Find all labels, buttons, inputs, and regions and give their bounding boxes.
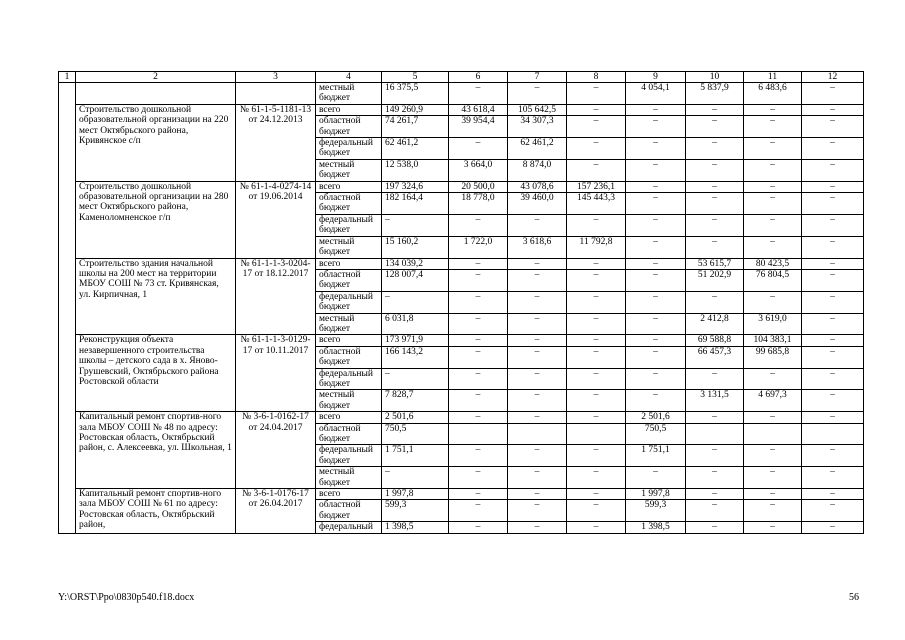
column-header: 1 <box>59 72 76 83</box>
table-row <box>59 335 864 346</box>
column-header: 4 <box>316 72 382 83</box>
value-cell: 1 997,8 <box>382 489 449 500</box>
value-cell: 750,5 <box>626 423 686 445</box>
value-cell: 80 423,5 <box>744 258 802 269</box>
budget-type: местный бюджет <box>316 83 382 105</box>
value-cell: 66 457,3 <box>686 346 744 368</box>
value-cell: 750,5 <box>382 423 449 445</box>
object-name: Реконструкция объекта незавершенного строительства школы – детского сада в х. Яново-Грушевский, Октябрьского района Ростовской области <box>76 335 236 412</box>
value-cell: – <box>567 159 626 181</box>
value-cell <box>686 423 744 445</box>
object-name: Строительство дошкольной образовательной организации на 280 мест Октябрьского района, Каменоломненское г/п <box>76 181 236 258</box>
value-cell: – <box>449 500 508 522</box>
value-cell: – <box>744 291 802 313</box>
object-name: Строительство здания начальной школы на 200 мест на территории МБОУ СОШ № 73 ст. Кривянская, ул. Кирпичная, 1 <box>76 258 236 335</box>
budget-type: местный бюджет <box>316 467 382 489</box>
value-cell: – <box>686 445 744 467</box>
value-cell: – <box>508 412 567 423</box>
value-cell: – <box>626 291 686 313</box>
empty-cell <box>76 83 236 105</box>
value-cell: – <box>686 522 744 533</box>
value-cell: – <box>567 489 626 500</box>
value-cell: – <box>802 489 864 500</box>
value-cell: – <box>508 83 567 105</box>
value-cell: – <box>802 181 864 192</box>
document-number: № 3-6-1-0162-17 от 24.04.2017 <box>236 412 316 489</box>
value-cell: – <box>802 138 864 160</box>
budget-type: федеральный бюджет <box>316 445 382 467</box>
document-number: № 61-1-1-3-0204-17 от 18.12.2017 <box>236 258 316 335</box>
value-cell: 128 007,4 <box>382 269 449 291</box>
value-cell: 34 307,3 <box>508 116 567 138</box>
value-cell: – <box>508 489 567 500</box>
value-cell: 51 202,9 <box>686 269 744 291</box>
value-cell: – <box>567 116 626 138</box>
value-cell: 62 461,2 <box>382 138 449 160</box>
column-header: 2 <box>76 72 236 83</box>
budget-type: местный бюджет <box>316 159 382 181</box>
value-cell: 134 039,2 <box>382 258 449 269</box>
value-cell: – <box>449 269 508 291</box>
value-cell: – <box>567 83 626 105</box>
value-cell: 7 828,7 <box>382 390 449 412</box>
value-cell: – <box>744 214 802 236</box>
value-cell: – <box>686 489 744 500</box>
value-cell: 599,3 <box>382 500 449 522</box>
value-cell: 182 164,4 <box>382 193 449 215</box>
budget-type: федеральный бюджет <box>316 214 382 236</box>
value-cell: 2 501,6 <box>626 412 686 423</box>
value-cell: – <box>686 467 744 489</box>
value-cell: – <box>744 138 802 160</box>
value-cell: – <box>508 335 567 346</box>
value-cell: – <box>508 313 567 335</box>
value-cell: – <box>802 346 864 368</box>
budget-type: областной бюджет <box>316 269 382 291</box>
value-cell: – <box>567 346 626 368</box>
value-cell: – <box>449 346 508 368</box>
value-cell: 145 443,3 <box>567 193 626 215</box>
value-cell: – <box>626 258 686 269</box>
value-cell: 6 483,6 <box>744 83 802 105</box>
column-header: 5 <box>382 72 449 83</box>
object-name: Капитальный ремонт спортив-ного зала МБОУ СОШ № 61 по адресу: Ростовская область, Октябрьский район, <box>76 489 236 534</box>
value-cell: 69 588,8 <box>686 335 744 346</box>
value-cell: – <box>508 368 567 390</box>
value-cell: – <box>567 258 626 269</box>
value-cell: – <box>802 522 864 533</box>
budget-table <box>58 71 864 534</box>
value-cell: – <box>686 116 744 138</box>
budget-type: местный бюджет <box>316 390 382 412</box>
value-cell: – <box>626 193 686 215</box>
value-cell: 43 618,4 <box>449 104 508 115</box>
value-cell: – <box>449 258 508 269</box>
value-cell: – <box>626 467 686 489</box>
value-cell: – <box>686 412 744 423</box>
header-row <box>59 72 864 83</box>
value-cell: 1 722,0 <box>449 236 508 258</box>
value-cell: – <box>744 489 802 500</box>
value-cell: 43 078,6 <box>508 181 567 192</box>
document-number: № 61-1-5-1181-13 от 24.12.2013 <box>236 104 316 181</box>
column-header: 10 <box>686 72 744 83</box>
value-cell: 3 618,6 <box>508 236 567 258</box>
value-cell: – <box>686 159 744 181</box>
value-cell: – <box>626 138 686 160</box>
budget-type: федеральный <box>316 522 382 533</box>
value-cell: – <box>508 291 567 313</box>
value-cell: – <box>449 214 508 236</box>
value-cell: – <box>744 467 802 489</box>
budget-type: местный бюджет <box>316 236 382 258</box>
value-cell: – <box>382 467 449 489</box>
value-cell: – <box>382 291 449 313</box>
budget-type: областной бюджет <box>316 116 382 138</box>
value-cell: – <box>626 313 686 335</box>
value-cell: – <box>802 445 864 467</box>
table-row <box>59 258 864 269</box>
object-name: Капитальный ремонт спортив-ного зала МБОУ СОШ № 48 по адресу: Ростовская область, Октябрьский район, с. Алексеевка, ул. Школьная, 1 <box>76 412 236 489</box>
value-cell: 6 031,8 <box>382 313 449 335</box>
table-row <box>59 181 864 192</box>
value-cell: 15 160,2 <box>382 236 449 258</box>
value-cell: – <box>626 116 686 138</box>
column-header: 3 <box>236 72 316 83</box>
value-cell: – <box>567 138 626 160</box>
value-cell: – <box>802 335 864 346</box>
value-cell: – <box>508 214 567 236</box>
budget-type: областной бюджет <box>316 500 382 522</box>
value-cell: – <box>626 159 686 181</box>
value-cell: – <box>626 269 686 291</box>
budget-type: всего <box>316 489 382 500</box>
document-number: № 61-1-1-3-0129-17 от 10.11.2017 <box>236 335 316 412</box>
value-cell: – <box>567 291 626 313</box>
value-cell: – <box>508 467 567 489</box>
budget-type: областной бюджет <box>316 346 382 368</box>
value-cell: – <box>744 500 802 522</box>
value-cell: – <box>567 522 626 533</box>
value-cell: – <box>508 500 567 522</box>
value-cell: – <box>567 390 626 412</box>
value-cell: – <box>567 445 626 467</box>
value-cell: 105 642,5 <box>508 104 567 115</box>
value-cell: – <box>626 214 686 236</box>
value-cell: 3 131,5 <box>686 390 744 412</box>
value-cell: – <box>802 214 864 236</box>
value-cell: – <box>567 335 626 346</box>
value-cell: – <box>626 368 686 390</box>
value-cell: 173 971,9 <box>382 335 449 346</box>
column-header: 8 <box>567 72 626 83</box>
value-cell: – <box>802 116 864 138</box>
value-cell: 4 054,1 <box>626 83 686 105</box>
value-cell: – <box>802 236 864 258</box>
value-cell: – <box>744 445 802 467</box>
value-cell: 2 412,8 <box>686 313 744 335</box>
value-cell: 20 500,0 <box>449 181 508 192</box>
column-header: 11 <box>744 72 802 83</box>
value-cell: – <box>744 236 802 258</box>
budget-type: всего <box>316 104 382 115</box>
column-header: 7 <box>508 72 567 83</box>
budget-type: федеральный бюджет <box>316 138 382 160</box>
value-cell: – <box>449 313 508 335</box>
value-cell: 166 143,2 <box>382 346 449 368</box>
value-cell: – <box>626 104 686 115</box>
value-cell: – <box>686 500 744 522</box>
value-cell: – <box>802 193 864 215</box>
value-cell: – <box>802 291 864 313</box>
value-cell <box>802 423 864 445</box>
table-row <box>59 104 864 115</box>
table-row <box>59 489 864 500</box>
value-cell: 4 697,3 <box>744 390 802 412</box>
value-cell: – <box>382 214 449 236</box>
value-cell: 8 874,0 <box>508 159 567 181</box>
value-cell: 5 837,9 <box>686 83 744 105</box>
value-cell: – <box>449 467 508 489</box>
value-cell: 104 383,1 <box>744 335 802 346</box>
budget-type: областной бюджет <box>316 423 382 445</box>
value-cell: 39 460,0 <box>508 193 567 215</box>
value-cell: 3 619,0 <box>744 313 802 335</box>
value-cell: – <box>382 368 449 390</box>
budget-type: областной бюджет <box>316 193 382 215</box>
column-header: 6 <box>449 72 508 83</box>
value-cell: – <box>508 390 567 412</box>
value-cell: 99 685,8 <box>744 346 802 368</box>
value-cell: – <box>449 368 508 390</box>
value-cell: – <box>567 467 626 489</box>
value-cell: – <box>802 104 864 115</box>
value-cell: – <box>802 467 864 489</box>
value-cell: 3 664,0 <box>449 159 508 181</box>
value-cell: – <box>686 104 744 115</box>
value-cell: – <box>744 116 802 138</box>
value-cell: – <box>686 368 744 390</box>
value-cell: – <box>802 368 864 390</box>
value-cell: 18 778,0 <box>449 193 508 215</box>
value-cell: – <box>802 258 864 269</box>
value-cell: – <box>744 522 802 533</box>
object-name: Строительство дошкольной образовательной организации на 220 мест Октябрьского района, Кривянское с/п <box>76 104 236 181</box>
value-cell: – <box>802 390 864 412</box>
value-cell: – <box>802 412 864 423</box>
value-cell: 16 375,5 <box>382 83 449 105</box>
budget-type: всего <box>316 258 382 269</box>
value-cell: 11 792,8 <box>567 236 626 258</box>
value-cell: – <box>802 269 864 291</box>
number-column-cell <box>59 83 76 534</box>
value-cell: 53 615,7 <box>686 258 744 269</box>
value-cell <box>449 423 508 445</box>
value-cell: – <box>626 181 686 192</box>
value-cell: 1 398,5 <box>626 522 686 533</box>
value-cell: – <box>686 138 744 160</box>
value-cell: 1 997,8 <box>626 489 686 500</box>
value-cell: – <box>449 335 508 346</box>
value-cell: – <box>508 522 567 533</box>
value-cell: – <box>567 368 626 390</box>
value-cell: – <box>508 258 567 269</box>
file-path: Y:\ORST\Ppo\0830p540.f18.docx <box>58 592 195 603</box>
value-cell: – <box>449 412 508 423</box>
value-cell: – <box>508 346 567 368</box>
value-cell: – <box>508 445 567 467</box>
value-cell: – <box>686 193 744 215</box>
value-cell: – <box>686 214 744 236</box>
table-row <box>59 83 864 105</box>
empty-cell <box>236 83 316 105</box>
value-cell: – <box>449 522 508 533</box>
budget-type: федеральный бюджет <box>316 291 382 313</box>
value-cell: – <box>567 500 626 522</box>
value-cell: 197 324,6 <box>382 181 449 192</box>
value-cell: 62 461,2 <box>508 138 567 160</box>
column-header: 9 <box>626 72 686 83</box>
column-header: 12 <box>802 72 864 83</box>
value-cell: – <box>567 412 626 423</box>
value-cell: – <box>567 214 626 236</box>
value-cell: – <box>626 236 686 258</box>
value-cell <box>567 423 626 445</box>
value-cell: – <box>567 313 626 335</box>
value-cell: – <box>802 313 864 335</box>
value-cell: – <box>744 193 802 215</box>
value-cell: 1 398,5 <box>382 522 449 533</box>
budget-type: всего <box>316 412 382 423</box>
value-cell: – <box>802 159 864 181</box>
value-cell: 149 260,9 <box>382 104 449 115</box>
value-cell: – <box>449 390 508 412</box>
value-cell: – <box>449 138 508 160</box>
value-cell: – <box>744 159 802 181</box>
value-cell: – <box>626 346 686 368</box>
value-cell: 1 751,1 <box>626 445 686 467</box>
value-cell: – <box>626 335 686 346</box>
value-cell: 39 954,4 <box>449 116 508 138</box>
value-cell: – <box>626 390 686 412</box>
value-cell: – <box>449 445 508 467</box>
budget-type: всего <box>316 335 382 346</box>
budget-type: федеральный бюджет <box>316 368 382 390</box>
value-cell: – <box>744 181 802 192</box>
budget-type: местный бюджет <box>316 313 382 335</box>
value-cell: 599,3 <box>626 500 686 522</box>
value-cell: – <box>744 412 802 423</box>
value-cell: – <box>449 489 508 500</box>
page-number: 56 <box>849 592 859 603</box>
value-cell: 157 236,1 <box>567 181 626 192</box>
value-cell: – <box>802 83 864 105</box>
value-cell: 12 538,0 <box>382 159 449 181</box>
value-cell <box>744 423 802 445</box>
value-cell: – <box>449 291 508 313</box>
value-cell: – <box>686 291 744 313</box>
value-cell: – <box>449 83 508 105</box>
budget-type: всего <box>316 181 382 192</box>
value-cell: 76 804,5 <box>744 269 802 291</box>
value-cell: – <box>744 368 802 390</box>
document-number: № 61-1-4-0274-14 от 19.06.2014 <box>236 181 316 258</box>
document-number: № 3-6-1-0176-17 от 26.04.2017 <box>236 489 316 534</box>
value-cell: – <box>508 269 567 291</box>
value-cell: – <box>567 269 626 291</box>
value-cell: – <box>567 104 626 115</box>
value-cell: 74 261,7 <box>382 116 449 138</box>
table-row <box>59 412 864 423</box>
value-cell: – <box>744 104 802 115</box>
value-cell: 1 751,1 <box>382 445 449 467</box>
value-cell: – <box>802 500 864 522</box>
value-cell: 2 501,6 <box>382 412 449 423</box>
value-cell <box>508 423 567 445</box>
table-body <box>59 72 864 534</box>
value-cell: – <box>686 236 744 258</box>
value-cell: – <box>686 181 744 192</box>
